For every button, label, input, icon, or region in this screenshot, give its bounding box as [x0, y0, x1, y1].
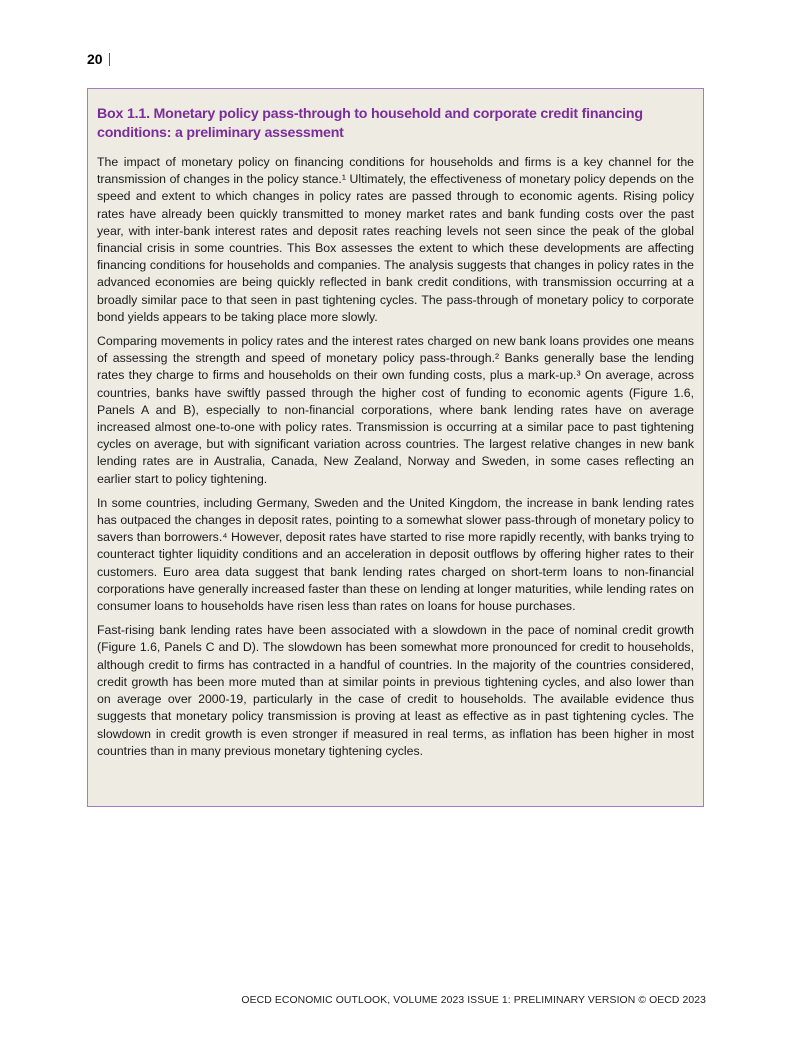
page-number-separator — [109, 53, 110, 66]
page-footer: OECD ECONOMIC OUTLOOK, VOLUME 2023 ISSUE 1: PRELIMINARY VERSION © OECD 2023 — [241, 995, 706, 1006]
box-paragraph-2: Comparing movements in policy rates and the interest rates charged on new bank loans provides one means of assessing the strength and speed of monetary policy pass-through.² Banks generally base the lending rates they charge to firms and households on their own funding costs, plus a mark-up.³ On average, across countries, banks have swiftly passed through the higher cost of funding to economic agents (Figure 1.6, Panels A and B), especially to non-financial corporations, where bank lending rates have on average increased almost one-to-one with policy rates. Transmission is occurring at a similar pace to past tightening cycles on average, but with significant variation across countries. The largest relative changes in new bank lending rates are in Australia, Canada, New Zealand, Norway and Sweden, in some cases reflecting an earlier start to policy tightening. — [97, 334, 694, 486]
box-paragraph-1: The impact of monetary policy on financing conditions for households and firms is a key channel for the transmission of changes in the policy stance.¹ Ultimately, the effectiveness of monetary policy depends on the speed and extent to which changes in policy rates are passed through to economic agents. Rising policy rates have already been quickly transmitted to money market rates and bank funding costs over the past year, with inter-bank interest rates and deposit rates reaching levels not seen since the peak of the global financial crisis in some countries. This Box assesses the extent to which these developments are affecting financing conditions for households and companies. The analysis suggests that changes in policy rates in the advanced economies are being quickly reflected in bank credit conditions, with transmission occurring at a broadly similar pace to that seen in past tightening cycles. The pass-through of monetary policy to corporate bond yields appears to be taking place more slowly. — [97, 155, 694, 324]
box-body — [97, 154, 694, 760]
page-number-text: 20 — [87, 51, 103, 67]
box-paragraph-4: Fast-rising bank lending rates have been associated with a slowdown in the pace of nominal credit growth (Figure 1.6, Panels C and D). The slowdown has been somewhat more pronounced for credit to households, although credit to firms has contracted in a handful of countries. In the majority of the countries considered, credit growth has been more muted than at similar points in previous tightening cycles, and also lower than on average over 2000-19, particularly in the case of credit to households. The available evidence thus suggests that monetary policy transmission is proving at least as effective as in past tightening cycles. The slowdown in credit growth is even stronger if measured in real terms, as inflation has been higher in most countries than in many previous monetary tightening cycles. — [97, 623, 694, 758]
page-number — [87, 50, 110, 68]
box-paragraph-3: In some countries, including Germany, Sweden and the United Kingdom, the increase in bank lending rates has outpaced the changes in deposit rates, pointing to a somewhat slower pass-through of monetary policy to savers than borrowers.⁴ However, deposit rates have started to rise more rapidly recently, with banks trying to counteract tighter liquidity conditions and an acceleration in deposit outflows by offering higher rates to their customers. Euro area data suggest that bank lending rates charged on short-term loans to non-financial corporations have generally increased faster than these on lending at longer maturities, while lending rates on consumer loans to households have risen less than rates on loans for house purchases. — [97, 495, 694, 614]
box-title: Box 1.1. Monetary policy pass-through to household and corporate credit financing conditions: a preliminary assessment — [97, 106, 643, 141]
box-1-1 — [87, 88, 704, 807]
